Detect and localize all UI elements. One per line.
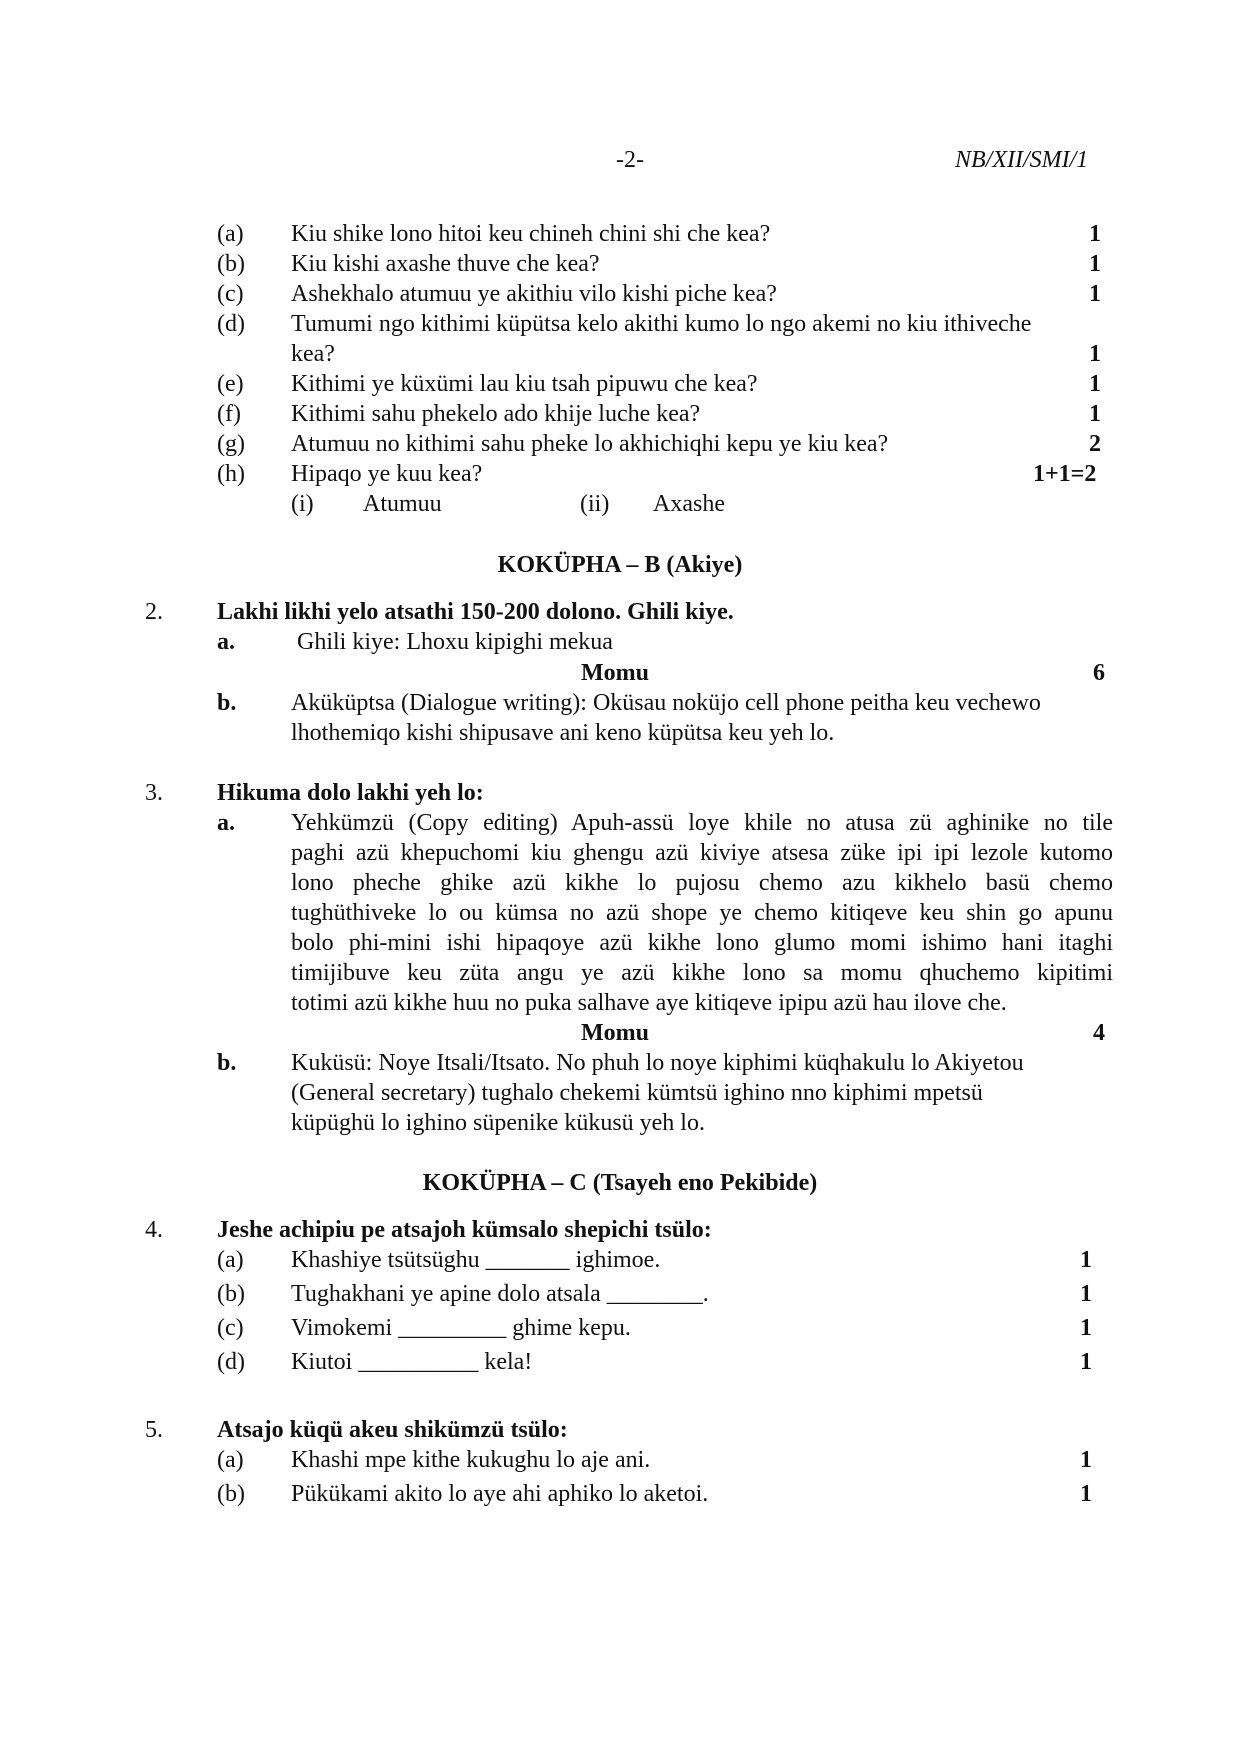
q2b-line1: Aküküptsa (Dialogue writing): Oküsau noküjo cell phone peitha keu vechewo (291, 690, 1041, 716)
q2-title: Lakhi likhi yelo atsathi 150-200 dolono. Ghili kiye. (217, 599, 734, 625)
q4-title: Jeshe achipiu pe atsajoh kümsalo shepichi tsülo: (217, 1217, 712, 1243)
q1h-sub-i-label: (i) (291, 491, 314, 517)
q3a-line: lono pheche ghike azü kikhe lo pujosu chemo azu kikhelo basü chemo (291, 870, 1113, 896)
q4d-marks: 1 (1080, 1349, 1092, 1375)
q4d-text: Kiutoi __________ kela! (291, 1349, 533, 1375)
q3a-line: bolo phi-mini ishi hipaqoye azü kikhe lono glumo momi ishimo hani itaghi (291, 930, 1113, 956)
q3a-line: timijibuve keu züta angu ye azü kikhe lono sa momu qhuchemo kipitimi (291, 960, 1113, 986)
q4b-text: Tughakhani ye apine dolo atsala ________. (291, 1281, 709, 1307)
q1d-text-line1: Tumumi ngo kithimi küpütsa kelo akithi kumo lo ngo akemi no kiu ithiveche (291, 311, 1032, 337)
q3b-line: küpüghü lo ighino süpenike kükusü yeh lo. (291, 1110, 705, 1136)
q1g-label: (g) (217, 431, 245, 457)
q4c-marks: 1 (1080, 1315, 1092, 1341)
q1d-marks: 1 (1089, 341, 1101, 367)
q1e-text: Kithimi ye küxümi lau kiu tsah pipuwu che kea? (291, 371, 758, 397)
q1c-text: Ashekhalo atumuu ye akithiu vilo kishi piche kea? (291, 281, 777, 307)
q1b-text: Kiu kishi axashe thuve che kea? (291, 251, 600, 277)
q3a-line: paghi azü khepuchomi kiu ghengu azü kiviye atsesa züke ipi ipi lezole kutomo (291, 840, 1113, 866)
q5-number: 5. (145, 1417, 163, 1443)
q4c-text: Vimokemi _________ ghime kepu. (291, 1315, 631, 1341)
q5b-label: (b) (217, 1481, 245, 1507)
q1f-text: Kithimi sahu phekelo ado khije luche kea? (291, 401, 701, 427)
q3b-label: b. (217, 1050, 237, 1076)
q4-number: 4. (145, 1217, 163, 1243)
q5-title: Atsajo küqü akeu shikümzü tsülo: (217, 1417, 568, 1443)
q4a-label: (a) (217, 1247, 244, 1273)
section-c-heading: KOKÜPHA – C (Tsayeh eno Pekibide) (422, 1170, 818, 1196)
q5a-text: Khashi mpe kithe kukughu lo aje ani. (291, 1447, 651, 1473)
q1h-sub-i-text: Atumuu (363, 491, 442, 517)
q3-title: Hikuma dolo lakhi yeh lo: (217, 780, 484, 806)
q1h-sub-ii-text: Axashe (653, 491, 725, 517)
q1e-marks: 1 (1089, 371, 1101, 397)
q4a-text: Khashiye tsütsüghu _______ ighimoe. (291, 1247, 661, 1273)
q2-marks: 6 (1093, 660, 1105, 686)
q3a-line: tughüthiveke lo ou kümsa no azü shope ye chemo kitiqeve keu shin go apunu (291, 900, 1113, 926)
q1b-label: (b) (217, 251, 245, 277)
q1d-text-line2: kea? (291, 341, 335, 367)
q1c-marks: 1 (1089, 281, 1101, 307)
q1f-label: (f) (217, 401, 241, 427)
q4c-label: (c) (217, 1315, 244, 1341)
q3b-line: (General secretary) tughalo chekemi kümtsü ighino nno kiphimi mpetsü (291, 1080, 983, 1106)
q1h-sub-ii-label: (ii) (580, 491, 610, 517)
q1a-text: Kiu shike lono hitoi keu chineh chini shi che kea? (291, 221, 771, 247)
q1a-label: (a) (217, 221, 244, 247)
q1g-text: Atumuu no kithimi sahu pheke lo akhichiqhi kepu ye kiu kea? (291, 431, 889, 457)
q5a-label: (a) (217, 1447, 244, 1473)
q2b-line2: lhothemiqo kishi shipusave ani keno küpütsa keu yeh lo. (291, 720, 835, 746)
q1b-marks: 1 (1089, 251, 1101, 277)
q4d-label: (d) (217, 1349, 245, 1375)
q2a-label: a. (217, 629, 235, 655)
q4b-label: (b) (217, 1281, 245, 1307)
q1f-marks: 1 (1089, 401, 1101, 427)
q3a-line: totimi azü kikhe huu no puka salhave aye kitiqeve ipipu azü hau ilove che. (291, 990, 1007, 1016)
q4a-marks: 1 (1080, 1247, 1092, 1273)
q1a-marks: 1 (1089, 221, 1101, 247)
q3-marks: 4 (1093, 1020, 1105, 1046)
q4b-marks: 1 (1080, 1281, 1092, 1307)
section-b-heading: KOKÜPHA – B (Akiye) (497, 552, 743, 578)
q1h-label: (h) (217, 461, 245, 487)
q3a-line: Yehkümzü (Copy editing) Apuh-assü loye khile no atusa zü aghinike no tile (291, 810, 1113, 836)
q5b-text: Pükükami akito lo aye ahi aphiko lo aketoi. (291, 1481, 709, 1507)
q1h-marks: 1+1=2 (1033, 461, 1097, 487)
q3b-line: Kuküsü: Noye Itsali/Itsato. No phuh lo noye kiphimi küqhakulu lo Akiyetou (291, 1050, 1024, 1076)
q2a-text: Ghili kiye: Lhoxu kipighi mekua (297, 629, 613, 655)
q2b-label: b. (217, 690, 237, 716)
q5b-marks: 1 (1080, 1481, 1092, 1507)
q5a-marks: 1 (1080, 1447, 1092, 1473)
page-number: -2- (616, 147, 644, 173)
q1e-label: (e) (217, 371, 244, 397)
q1c-label: (c) (217, 281, 244, 307)
q1d-label: (d) (217, 311, 245, 337)
q3-momu: Momu (581, 1020, 649, 1046)
q2-momu: Momu (581, 660, 649, 686)
q3a-paragraph (291, 808, 1113, 1018)
q1h-text: Hipaqo ye kuu kea? (291, 461, 483, 487)
q3-number: 3. (145, 780, 163, 806)
q3a-label: a. (217, 810, 235, 836)
q2-number: 2. (145, 599, 163, 625)
q1g-marks: 2 (1089, 431, 1101, 457)
paper-code: NB/XII/SMI/1 (955, 147, 1089, 173)
